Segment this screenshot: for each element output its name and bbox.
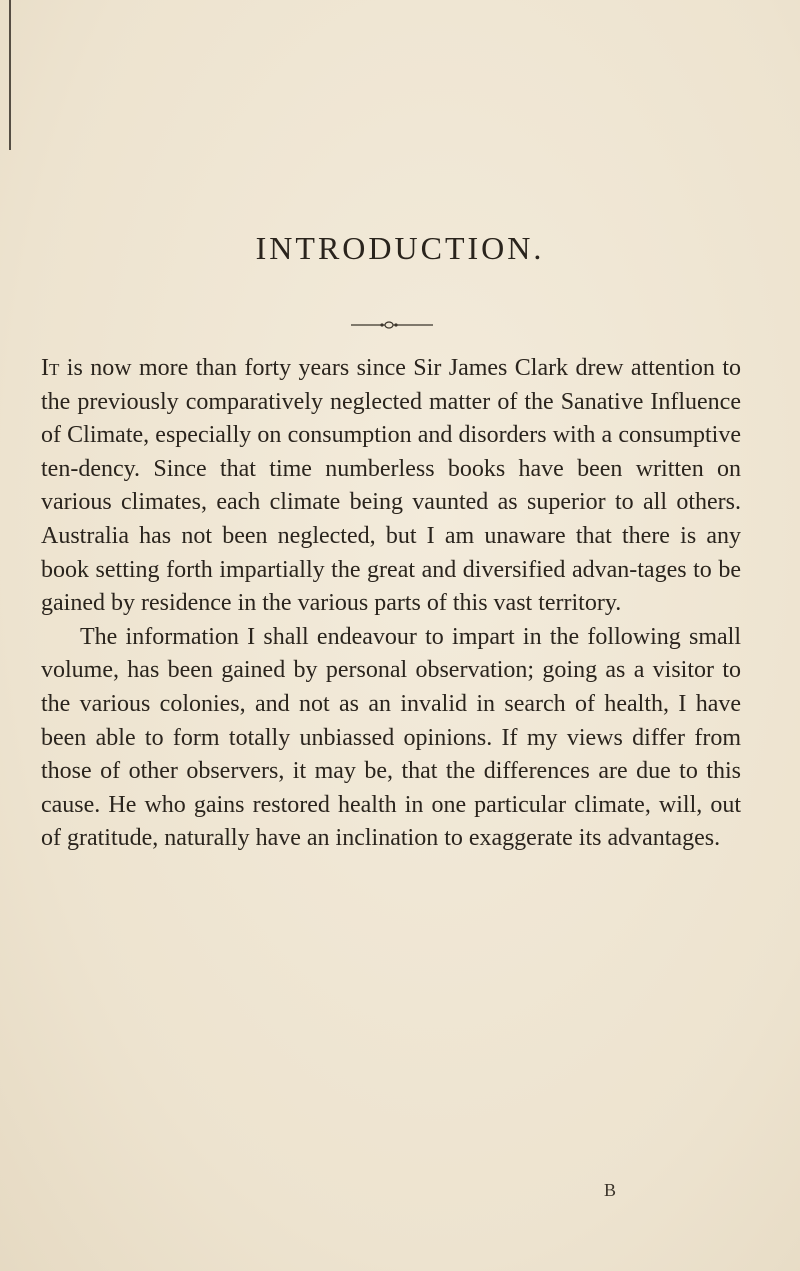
paragraph-text: is now more than forty years since Sir James Clark drew attention to the previously comparatively neglected matter of the Sanative Influence of Climate, especially on consumption and disorders with a consumptive ten-dency. Since that time numberless books have been written on various climates, each climate being vaunted as superior to all others. Australia has not been neglected, but I am unaware that there is any book setting forth impartially the great and diversified advan-tages to be gained by residence in the various parts of this vast territory. [41, 355, 741, 617]
paragraph [41, 352, 741, 621]
body-text [41, 352, 741, 856]
page-edge-line [9, 0, 11, 150]
paragraph-lead-word: It [41, 355, 60, 381]
ornament-divider-icon [349, 318, 435, 332]
paragraph [41, 621, 741, 856]
chapter-title: INTRODUCTION. [255, 230, 545, 266]
signature-mark: B [604, 1180, 617, 1200]
paragraph-text: The information I shall endeavour to impart in the following small volume, has been gained by personal observation; going as a visitor to the various colonies, and not as an invalid in search of health, I have been able to form totally unbiassed opinions. If my views differ from those of other observers, it may be, that the differences are due to this cause. He who gains restored health in one particular climate, will, out of gratitude, naturally have an inclination to exaggerate its advantages. [41, 623, 741, 852]
